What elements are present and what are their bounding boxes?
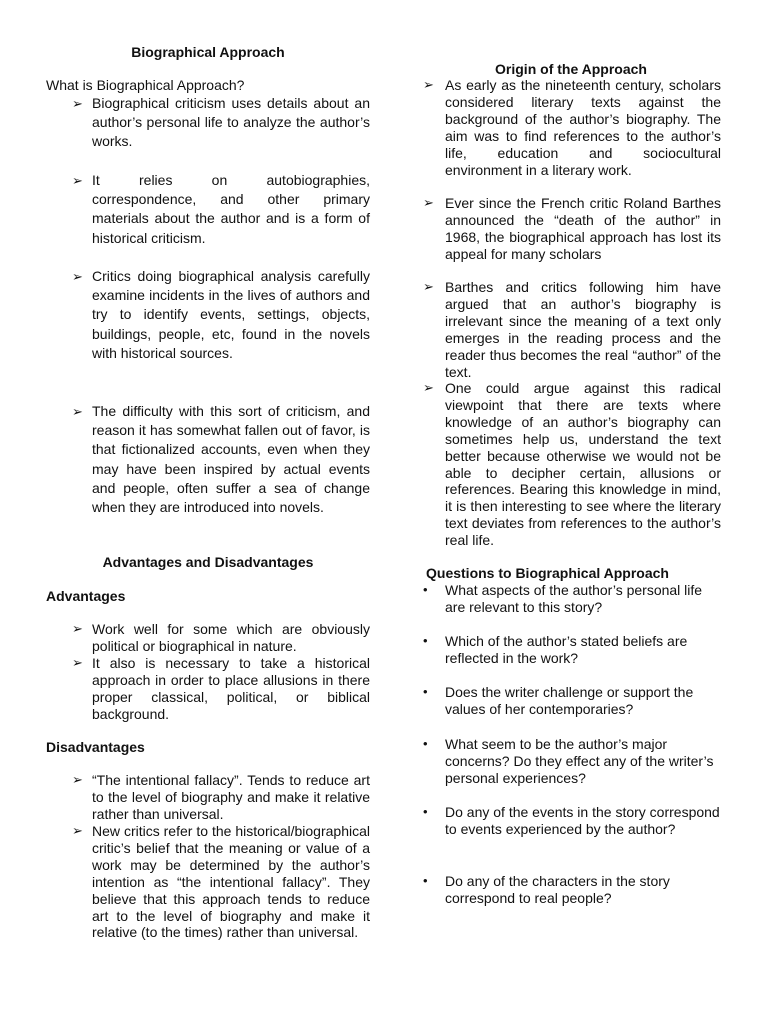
- list-item: • Which of the author’s stated beliefs are reflected in the work?: [423, 633, 688, 666]
- list-item: ➢ Ever since the French critic Roland Barthes announced the “death of the author” in 1968, the biographical approach has lost its appeal for many scholars: [423, 195, 721, 262]
- list-item: ➢ New critics refer to the historical/biographical critic’s belief that the meaning or value of a work may be determined by the author’s intention as “the intentional fallacy”. They believe that this approach tends to reduce art to the level of biography and make it relative (to the times) rather than universal.: [72, 823, 370, 941]
- list-item: ➢ It relies on autobiographies, correspondence, and other primary materials about the author and is a form of historical criticism.: [72, 172, 370, 246]
- advantages-heading: Advantages: [46, 588, 126, 604]
- arrow-bullet-icon: ➢: [72, 269, 83, 284]
- list-item: • What seem to be the author’s major concerns? Do they effect any of the writer’s personal experiences?: [423, 736, 714, 786]
- arrow-bullet-icon: ➢: [423, 77, 434, 92]
- arrow-bullet-icon: ➢: [72, 621, 83, 636]
- arrow-bullet-icon: ➢: [423, 195, 434, 210]
- bullet-dot-icon: •: [423, 873, 428, 888]
- bullet-dot-icon: •: [423, 582, 428, 597]
- list-item: • What aspects of the author’s personal life are relevant to this story?: [423, 582, 703, 615]
- list-item: ➢ The difficulty with this sort of criticism, and reason it has somewhat fallen out of favor, is that fictionalized accounts, even when they may have been inspired by actual events and people, often suffer a sea of change when they are introduced into novels.: [72, 403, 370, 516]
- arrow-bullet-icon: ➢: [423, 380, 434, 395]
- list-item: ➢ One could argue against this radical viewpoint that there are texts where knowledge of an author’s biography can sometimes help us, understand the text better because otherwise we would not be able to decipher certain, allusions or references. Bearing this knowledge in mind, it is then interesting to see where the literary text deviates from references to the author’s real life.: [423, 380, 721, 549]
- bullet-dot-icon: •: [423, 736, 428, 751]
- disadvantages-heading: Disadvantages: [46, 739, 145, 755]
- list-item: ➢ Work well for some which are obviously political or biographical in nature.: [72, 621, 370, 654]
- arrow-bullet-icon: ➢: [72, 96, 83, 111]
- advantages-disadvantages-heading: Advantages and Disadvantages: [102, 554, 314, 570]
- list-item: ➢ It also is necessary to take a historical approach in order to place allusions in there proper classical, political, or biblical background.: [72, 655, 370, 722]
- document-title: Biographical Approach: [131, 44, 285, 60]
- list-item: • Do any of the characters in the story correspond to real people?: [423, 873, 670, 906]
- bullet-dot-icon: •: [423, 804, 428, 819]
- list-item: • Do any of the events in the story correspond to events experienced by the author?: [423, 804, 720, 837]
- arrow-bullet-icon: ➢: [72, 655, 83, 670]
- intro-question: What is Biographical Approach?: [46, 77, 245, 93]
- list-item: ➢ “The intentional fallacy”. Tends to reduce art to the level of biography and make it relative rather than universal.: [72, 772, 370, 822]
- list-item: ➢ Biographical criticism uses details about an author’s personal life to analyze the author’s works.: [72, 95, 370, 150]
- bullet-dot-icon: •: [423, 684, 428, 699]
- list-item: ➢ Critics doing biographical analysis carefully examine incidents in the lives of authors and try to identify events, settings, objects, buildings, people, etc, found in the novels with historical sources.: [72, 268, 370, 361]
- bullet-dot-icon: •: [423, 633, 428, 648]
- list-item: ➢ Barthes and critics following him have argued that an author’s biography is irrelevant since the meaning of a text only emerges in the reading process and the reader thus becomes the real “author” of the text.: [423, 279, 721, 380]
- list-item: • Does the writer challenge or support the values of her contemporaries?: [423, 684, 694, 717]
- questions-heading: Questions to Biographical Approach: [426, 565, 669, 581]
- arrow-bullet-icon: ➢: [423, 279, 434, 294]
- origin-heading: Origin of the Approach: [495, 61, 647, 77]
- list-item: ➢ As early as the nineteenth century, scholars considered literary texts against the background of the author’s biography. The aim was to find references to the author’s life, education and sociocultural environment in a literary work.: [423, 77, 721, 178]
- arrow-bullet-icon: ➢: [72, 772, 83, 787]
- arrow-bullet-icon: ➢: [72, 823, 83, 838]
- arrow-bullet-icon: ➢: [72, 173, 83, 188]
- arrow-bullet-icon: ➢: [72, 404, 83, 419]
